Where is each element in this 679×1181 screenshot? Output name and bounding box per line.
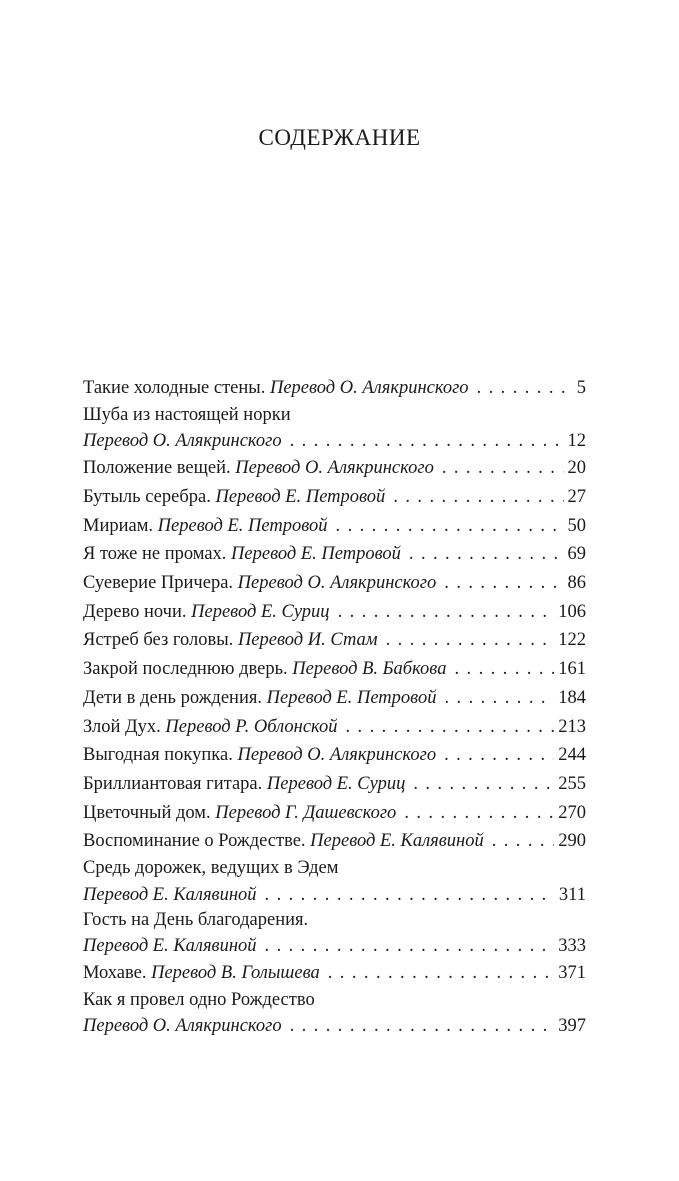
entry-title: Бриллиантовая гитара. [83,773,263,794]
table-of-contents [83,374,586,1039]
dot-leader [290,1013,555,1039]
page-number: 161 [558,659,586,680]
toc-entry[interactable] [83,374,586,403]
entry-translator: Перевод Е. Петровой [215,486,386,507]
entry-title: Гость на День благодарения. [83,909,309,930]
toc-entry[interactable] [83,713,586,742]
page-number: 20 [567,458,586,479]
dot-leader [290,428,564,454]
dot-leader [265,882,555,908]
entry-translator: Перевод И. Стам [237,630,378,651]
entry-title: Мохаве. [83,963,147,984]
dot-leader [386,626,555,655]
toc-entry[interactable] [83,908,586,960]
page-number: 69 [567,544,586,565]
entry-title: Суеверие Причера. [83,573,234,594]
entry-translator: Перевод О. Алякринского [235,458,434,479]
dot-leader [404,799,554,828]
page-number: 333 [558,936,586,957]
toc-entry[interactable] [83,827,586,856]
page-number: 311 [558,884,586,905]
entry-title: Цветочный дом. [83,802,211,823]
entry-title: Ястреб без головы. [83,630,234,651]
dot-leader [444,569,563,598]
page-number: 255 [558,773,586,794]
toc-entry[interactable] [83,770,586,799]
entry-translator: Перевод Е. Петровой [231,544,401,565]
entry-translator: Перевод О. Алякринского [237,745,437,766]
entry-title: Закрой последнюю дверь. [83,659,288,680]
toc-entry[interactable] [83,856,586,908]
entry-translator: Перевод О. Алякринского [83,1016,282,1037]
page-number: 50 [567,515,586,536]
entry-title: Мириам. [83,515,154,536]
page-number: 184 [558,687,586,708]
dot-leader [444,684,554,713]
entry-title: Такие холодные стены. [83,378,266,398]
dot-leader [336,512,564,541]
page-number: 270 [558,802,586,823]
entry-translator: Перевод Е. Калявиной [83,884,257,905]
entry-translator: Перевод Е. Калявиной [310,831,484,852]
entry-translator: Перевод О. Алякринского [83,431,282,452]
page-number: 27 [567,486,586,507]
page-number: 290 [558,831,586,852]
page-number: 397 [558,1016,586,1037]
toc-entry[interactable] [83,959,586,988]
page-number: 5 [576,378,586,398]
dot-leader [444,741,554,770]
entry-title: Дерево ночи. [83,601,187,622]
entry-title: Я тоже не промах. [83,544,227,565]
dot-leader [409,540,564,569]
toc-entry[interactable] [83,483,586,512]
toc-entry[interactable] [83,403,586,455]
toc-entry[interactable] [83,799,586,828]
entry-title: Бутыль серебра. [83,486,211,507]
dot-leader [492,827,555,856]
entry-title: Злой Дух. [83,716,161,737]
dot-leader [338,598,555,627]
toc-entry[interactable] [83,598,586,627]
entry-translator: Перевод Е. Суриц [266,773,406,794]
toc-entry[interactable] [83,454,586,483]
page-title: СОДЕРЖАНИЕ [258,125,421,150]
entry-translator: Перевод Г. Дашевского [215,802,397,823]
entry-translator: Перевод О. Алякринского [269,378,469,398]
entry-translator: Перевод В. Голышева [151,963,320,984]
entry-translator: Перевод Р. Облонской [165,716,338,737]
toc-entry[interactable] [83,540,586,569]
page-number: 106 [558,601,586,622]
toc-entry[interactable] [83,988,586,1040]
entry-translator: Перевод Е. Петровой [266,687,437,708]
page-number: 371 [558,963,586,984]
page-number: 244 [558,745,586,766]
page-number: 12 [567,431,586,452]
entry-title: Средь дорожек, ведущих в Эдем [83,858,339,879]
toc-entry[interactable] [83,569,586,598]
toc-entry[interactable] [83,684,586,713]
entry-title: Как я провел одно Рождество [83,989,315,1010]
page-number: 213 [558,716,586,737]
entry-title: Положение вещей. [83,458,231,479]
page-number: 86 [567,573,586,594]
entry-title: Дети в день рождения. [83,687,262,708]
entry-translator: Перевод Е. Калявиной [83,936,257,957]
entry-title: Воспоминание о Рождестве. [83,831,306,852]
toc-entry[interactable] [83,741,586,770]
dot-leader [346,713,555,742]
toc-entry[interactable] [83,626,586,655]
toc-entry[interactable] [83,512,586,541]
entry-translator: Перевод Е. Суриц [191,601,330,622]
dot-leader [454,655,554,684]
dot-leader [413,770,554,799]
entry-translator: Перевод Е. Петровой [157,515,328,536]
entry-title: Выгодная покупка. [83,745,233,766]
page-number: 122 [558,630,586,651]
entry-translator: Перевод О. Алякринского [237,573,437,594]
dot-leader [393,483,563,512]
entry-title: Шуба из настоящей норки [83,404,291,425]
dot-leader [328,959,555,988]
entry-translator: Перевод В. Бабкова [292,659,447,680]
dot-leader [265,933,555,959]
dot-leader [442,454,564,483]
dot-leader [477,374,568,403]
toc-entry[interactable] [83,655,586,684]
